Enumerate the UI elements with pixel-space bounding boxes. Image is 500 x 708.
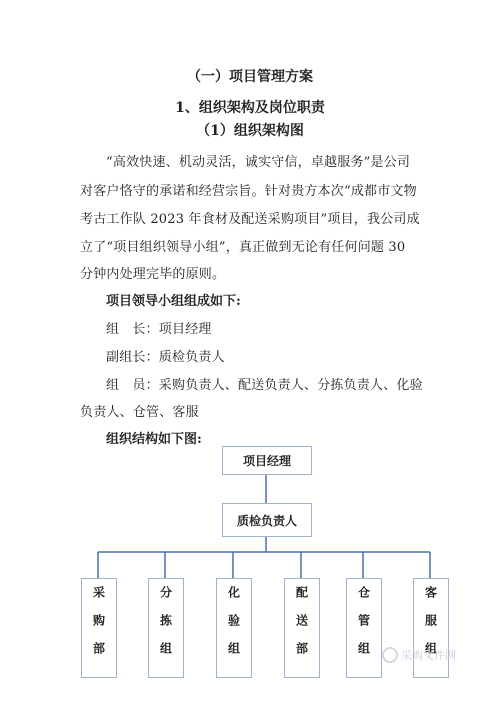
org-box-dept-6 bbox=[413, 578, 449, 678]
org-box-dept-4 bbox=[284, 578, 320, 678]
org-box-project-manager bbox=[222, 446, 312, 475]
team-heading: 项目领导小组组成如下: bbox=[106, 294, 241, 309]
paragraph-line-3: 考古工作队 2023 年食材及配送采购项目”项目，我公司成 bbox=[80, 212, 420, 227]
role-deputy: 副组长：质检负责人 bbox=[106, 350, 225, 365]
org-box-dept-1 bbox=[81, 578, 117, 678]
org-label-dept-2: 分拣组 bbox=[158, 586, 173, 670]
structure-heading: 组织结构如下图: bbox=[106, 432, 202, 447]
org-label-dept-1: 采购部 bbox=[91, 586, 106, 670]
role-leader: 组 长：项目经理 bbox=[106, 322, 212, 337]
role-members-line-2: 负责人、仓管、客服 bbox=[80, 405, 199, 420]
org-label-dept-6: 客服组 bbox=[423, 586, 438, 670]
paragraph-line-1: “高效快速、机动灵活，诚实守信，卓越服务”是公司 bbox=[106, 155, 411, 170]
org-label-dept-3: 化验组 bbox=[226, 586, 241, 670]
org-box-dept-3 bbox=[216, 578, 252, 678]
paragraph-line-5: 分钟内处理完毕的原则。 bbox=[80, 267, 226, 282]
org-label-qc-manager: 质检负责人 bbox=[236, 513, 297, 528]
watermark bbox=[382, 647, 456, 663]
org-label-dept-4: 配送部 bbox=[294, 586, 309, 670]
paragraph-line-2: 对客户恪守的承诺和经营宗旨。针对贵方本次“成都市文物 bbox=[80, 184, 417, 199]
subsection-heading: 1、组织架构及岗位职责 bbox=[175, 100, 325, 116]
org-box-qc-manager bbox=[222, 503, 312, 537]
org-label-project-manager: 项目经理 bbox=[242, 454, 291, 468]
chart-heading: （1）组织架构图 bbox=[196, 123, 304, 139]
org-box-dept-5 bbox=[346, 578, 382, 678]
watermark-text: 采购文件网 bbox=[401, 649, 456, 662]
circle-logo-icon bbox=[382, 647, 398, 663]
role-members-line-1: 组 员：采购负责人、配送负责人、分拣负责人、化验 bbox=[106, 378, 423, 393]
section-heading: （一）项目管理方案 bbox=[187, 69, 313, 85]
org-box-dept-2 bbox=[148, 578, 184, 678]
org-label-dept-5: 仓管组 bbox=[356, 586, 371, 670]
paragraph-line-4: 立了“项目组织领导小组”，真正做到无论有任何问题 30 bbox=[80, 240, 406, 255]
